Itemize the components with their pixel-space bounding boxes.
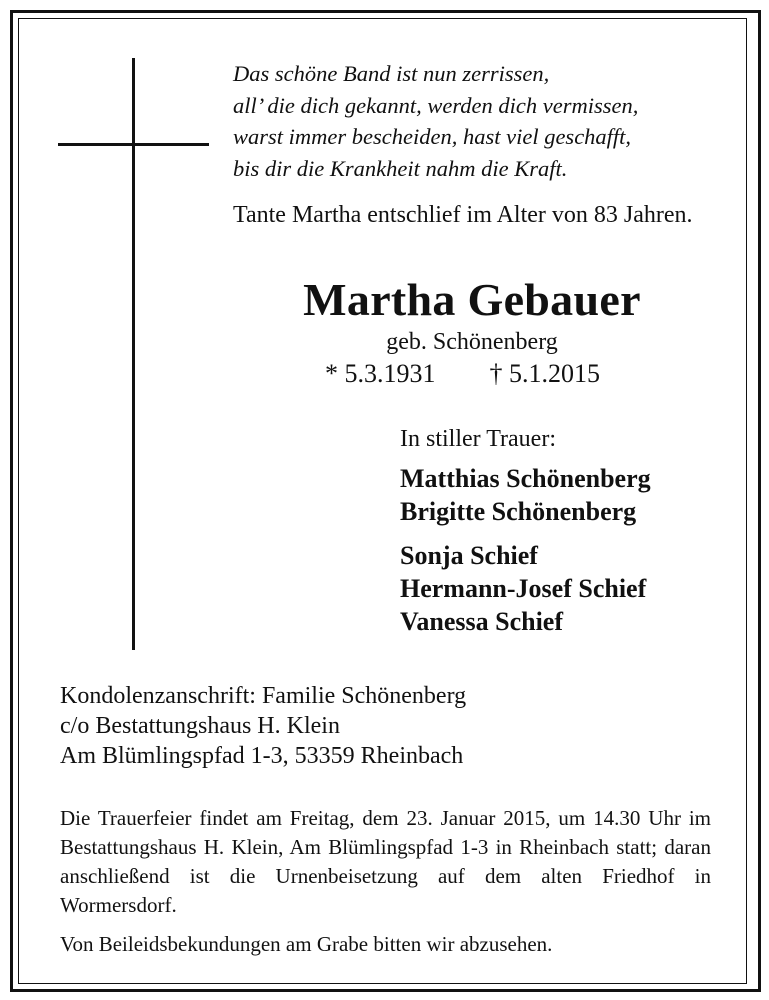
poem [233,58,638,184]
cross-vertical-bar [132,58,135,650]
maiden-name: geb. Schönenberg [386,329,558,355]
mourners-list [400,462,651,638]
poem-line: warst immer bescheiden, hast viel geschafft, [233,124,632,149]
mourner-group [400,539,651,638]
poem-line: Das schöne Band ist nun zerrissen, [233,61,550,86]
life-dates [325,358,600,390]
death-date: † 5.1.2015 [489,359,600,388]
address-line: Am Blümlingspfad 1-3, 53359 Rheinbach [60,743,464,769]
poem-line: bis dir die Krankheit nahm die Kraft. [233,155,568,181]
address-line: Kondolenzanschrift: Familie Schönenberg [60,683,467,709]
mourner-name: Matthias Schönenberg [400,464,651,493]
address-line: c/o Bestattungshaus H. Klein [60,713,340,739]
mourning-label: In stiller Trauer: [400,426,556,452]
mourner-name: Hermann-Josef Schief [400,574,647,603]
funeral-service-text: Die Trauerfeier findet am Freitag, dem 23. Januar 2015, um 14.30 Uhr im Bestattungshaus H. Klein, Am Blümlingspfad 1-3 in Rheinbach statt; daran anschließend ist die Urnenbeisetzung auf dem alten Friedhof in Wormersdorf. [60,806,711,917]
mourner-name: Brigitte Schönenberg [400,497,637,526]
condolence-address [60,681,466,771]
mourner-name: Sonja Schief [400,541,538,570]
closing-note: Von Beileidsbekundungen am Grabe bitten wir abzusehen. [60,932,553,956]
poem-line: all’ die dich gekannt, werden dich vermissen, [233,92,639,118]
mourner-name: Vanessa Schief [400,607,564,636]
birth-date: * 5.3.1931 [325,359,436,388]
mourner-group [400,462,651,528]
deceased-name: Martha Gebauer [303,274,641,325]
cross-horizontal-bar [58,143,209,146]
intro-text: Tante Martha entschlief im Alter von 83 Jahren. [233,202,693,228]
